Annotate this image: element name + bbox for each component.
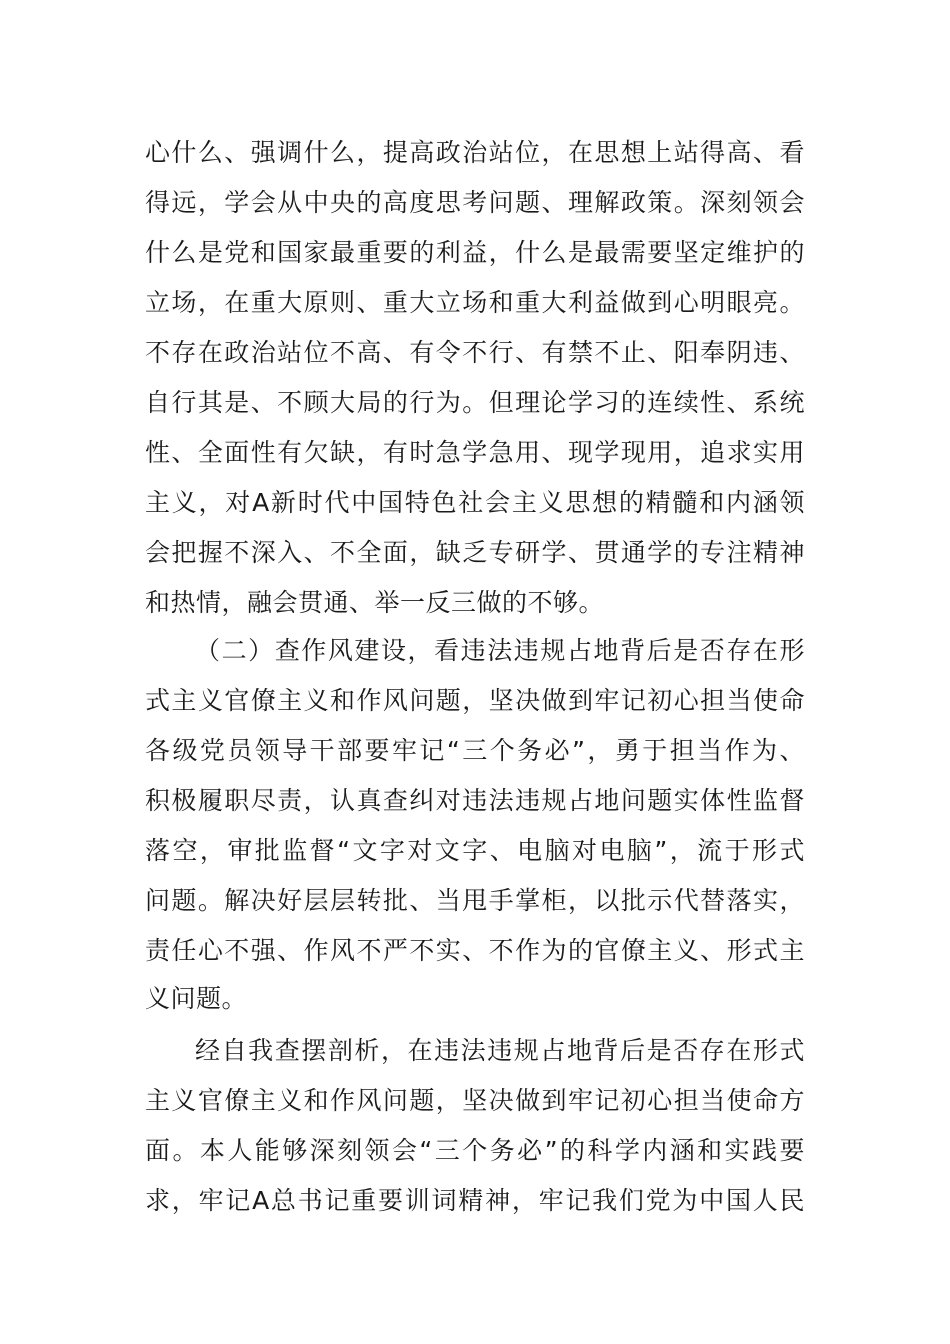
text-line: 什么是党和国家最重要的利益，什么是最需要坚定维护的 xyxy=(145,238,805,267)
text-line: 会把握不深入、不全面，缺乏专研学、贯通学的专注精神 xyxy=(145,538,805,567)
text-line: 性、全面性有欠缺，有时急学急用、现学现用，追求实用 xyxy=(145,438,805,467)
text-line: 主义官僚主义和作风问题，坚决做到牢记初心担当使命方 xyxy=(145,1086,805,1115)
text-line: 各级党员领导干部要牢记“三个务必”，勇于担当作为、 xyxy=(145,736,805,765)
text-line: 不存在政治站位不高、有令不行、有禁不止、阳奉阴违、 xyxy=(145,338,805,367)
text-line: 得远，学会从中央的高度思考问题、理解政策。深刻领会 xyxy=(145,188,805,217)
text-line: 落空，审批监督“文字对文字、电脑对电脑”，流于形式 xyxy=(145,836,805,865)
section-heading-line: （二）查作风建设，看违法违规占地背后是否存在形 xyxy=(195,636,805,665)
text-line: 求，牢记A总书记重要训词精神，牢记我们党为中国人民 xyxy=(145,1186,805,1215)
text-line: 心什么、强调什么，提高政治站位，在思想上站得高、看 xyxy=(145,138,805,167)
text-line: 积极履职尽责，认真查纠对违法违规占地问题实体性监督 xyxy=(145,786,805,815)
text-line: 问题。解决好层层转批、当甩手掌柜，以批示代替落实， xyxy=(145,886,805,915)
section-heading-line: 式主义官僚主义和作风问题，坚决做到牢记初心担当使命 xyxy=(145,686,805,715)
text-line: 主义，对A新时代中国特色社会主义思想的精髓和内涵领 xyxy=(145,488,805,517)
text-line: 面。本人能够深刻领会“三个务必”的科学内涵和实践要 xyxy=(145,1136,805,1165)
text-line: 责任心不强、作风不严不实、不作为的官僚主义、形式主 xyxy=(145,936,805,965)
text-line: 自行其是、不顾大局的行为。但理论学习的连续性、系统 xyxy=(145,388,805,417)
text-line: 和热情，融会贯通、举一反三做的不够。 xyxy=(145,588,605,617)
text-line: 义问题。 xyxy=(145,984,248,1013)
text-line: 立场，在重大原则、重大立场和重大利益做到心明眼亮。 xyxy=(145,288,805,317)
text-line: 经自我查摆剖析，在违法违规占地背后是否存在形式 xyxy=(195,1036,805,1065)
